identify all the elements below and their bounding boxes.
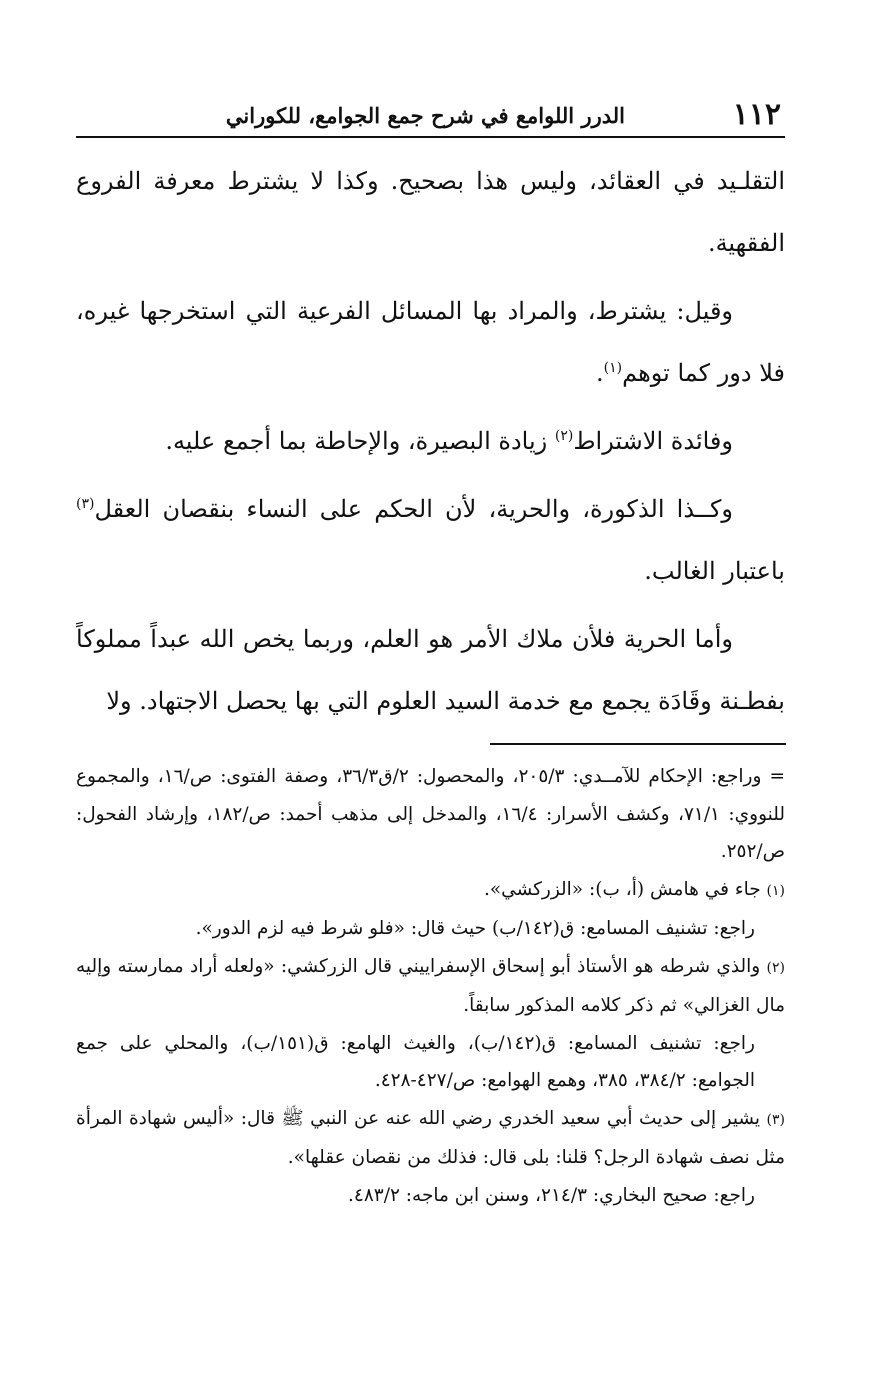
paragraph-4-start: وكــذا الذكورة، والحرية، لأن الحكم على النساء بنقصان العقل [94, 495, 733, 523]
footnote-2-text: والذي شرطه هو الأستاذ أبو إسحاق الإسفراييني قال الزركشي: «ولعله أراد ممارسته وإليه مال الغزالي» ثم ذكر كلامه المذكور سابقاً. [76, 955, 785, 1016]
footnote-2-ref: راجع: تشنيف المسامع: ق(١٤٢/ب)، والغيث الهامع: ق(١٥١/ب)، والمحلي على جمع الجوامع: ٣٨٤/٢، ٣٨٥، وهمع الهوامع: ص/٤٢٧-٤٢٨. [76, 1032, 755, 1091]
paragraph-4 [76, 478, 785, 602]
footnote-1-ref: راجع: تشنيف المسامع: ق(١٤٢/ب) حيث قال: «فلو شرط فيه لزم الدور». [195, 918, 755, 939]
paragraph-3-end: زيادة البصيرة، والإحاطة بما أجمع عليه. [165, 427, 555, 455]
footnote-1 [76, 871, 785, 911]
paragraph-3-start: وفائدة الاشتراط [573, 427, 733, 455]
footnote-3 [76, 1100, 785, 1177]
footnote-ref-3: (٣) [76, 496, 95, 512]
paragraph-2-end: . [596, 359, 604, 387]
footnote-2-mark: (٢) [766, 959, 785, 976]
footnote-2 [76, 948, 785, 1025]
footnote-continued: = وراجع: الإحكام للآمــدي: ٢٠٥/٣، والمحصول: ٢/ق٣٦/٣، وصفة الفتوى: ص/١٦، والمجموع للنووي: ٧١/١، وكشف الأسرار: ١٦/٤، والمدخل إلى مذهب أحمد: ص/١٨٢، وإرشاد الفحول: ص/٢٥٢. [76, 766, 785, 862]
paragraph-3 [76, 410, 785, 472]
footnote-1-text: جاء في هامش (أ، ب): «الزركشي». [483, 878, 767, 900]
footnote-3-ref: راجع: صحيح البخاري: ٢١٤/٣، وسنن ابن ماجه: ٤٨٣/٢. [348, 1184, 755, 1206]
footnote-3-mark: (٣) [766, 1111, 785, 1128]
footnote-ref-1: (١) [603, 360, 623, 376]
paragraph-4-end: باعتبار الغالب. [644, 557, 785, 585]
running-title: الدرر اللوامع في شرح جمع الجوامع، للكوراني [225, 103, 625, 128]
page-header [76, 92, 785, 138]
page-number: ١١٢ [732, 97, 781, 132]
paragraph-2 [76, 280, 785, 404]
paragraph-5: وأما الحرية فلأن ملاك الأمر هو العلم، وربما يخص الله عبداً مملوكاً بفطـنة وقَادَة يجمع مع خدمة السيد العلوم التي بها يحصل الاجتهاد. ولا [76, 625, 785, 715]
main-text [76, 150, 785, 732]
footnote-3-text: يشير إلى حديث أبي سعيد الخدري رضي الله عنه عن النبي ﷺ قال: «أليس شهادة المرأة مثل نصف شهادة الرجل؟ قلنا: بلى قال: فذلك من نقصان عقلها». [76, 1107, 785, 1168]
footnote-separator [490, 743, 786, 745]
footnotes [76, 758, 785, 1214]
paragraph-2-text: وقيل: يشترط، والمراد بها المسائل الفرعية التي استخرجها غيره، فلا دور كما توهم [76, 297, 785, 387]
footnote-ref-2: (٢) [554, 428, 574, 444]
paragraph-1: التقلـيد في العقائد، وليس هذا بصحيح. وكذا لا يشترط معرفة الفروع الفقهية. [76, 167, 785, 257]
footnote-1-mark: (١) [766, 882, 785, 899]
